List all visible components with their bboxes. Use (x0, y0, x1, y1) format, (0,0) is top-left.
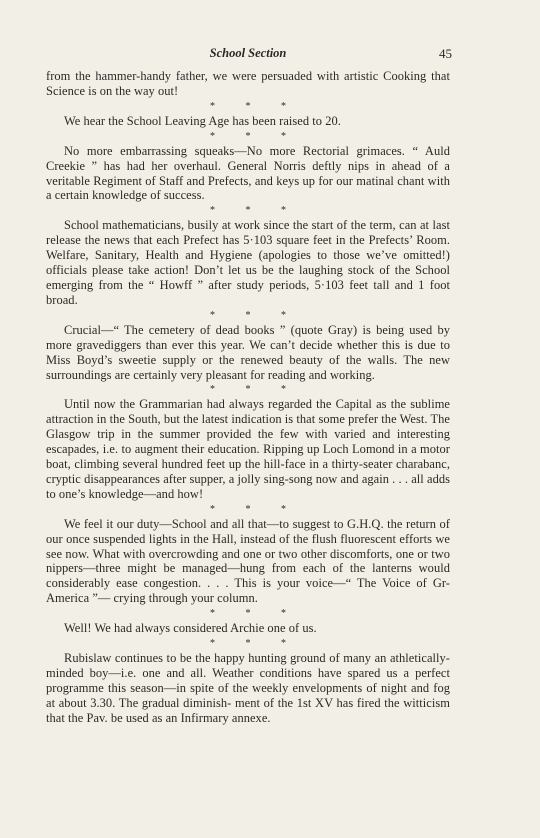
section-separator: * * * (210, 205, 300, 217)
section-separator: * * * (210, 638, 300, 650)
paragraph: Crucial—“ The cemetery of dead books ” (quote Gray) is being used by more gravediggers than ever this year. We can’t decide whether this is due to Miss Boyd’s sweetie supply or the renewed beauty of the walls. The new surroundings are certainly very pleasant for reading and working. (46, 322, 450, 382)
running-title: School Section (209, 46, 287, 60)
section-separator: * * * (210, 503, 300, 515)
section-separator: * * * (210, 309, 300, 321)
section-separator: * * * (210, 130, 300, 142)
paragraph: Until now the Grammarian had always regarded the Capital as the sublime attraction in the South, but the latest indication is that some prefer the West. The Glasgow trip in the summer provided the few with varied and interesting escapades, i.e. to augment their education. Ripping up Loch Lomond in a motor boat, climbing several hundred feet up the hill-face in a thirty-seater charabanc, cryptic disappearances after supper, a jolly sing-song now and again . . . all adds to one’s knowledge—and how! (46, 397, 450, 501)
paragraph: We feel it our duty—School and all that—to suggest to G.H.Q. the return of our once suspended lights in the Hall, instead of the flush fluorescent efforts we see now. What with overcrowding and one or two other discomforts, one or two nippers—three might be managed—hung from each of the lanterns would considerably ease congestion. . . . This is your voice—“ The Voice of Gr-America ”— crying through your column. (46, 516, 450, 606)
section-separator: * * * (210, 384, 300, 396)
section-separator: * * * (210, 608, 300, 620)
paragraph: School mathematicians, busily at work since the start of the term, can at last release the news that each Prefect has 5·103 square feet in the Prefects’ Room. Welfare, Sanitary, Health and Hygiene (apologies to those we’ve omitted!) officials please take action! Don’t let us be the laughing stock of the School emerging from the “ Howff ” after study periods, 5·103 feet tall and 1 foot broad. (46, 218, 450, 307)
page-header (46, 40, 450, 62)
section-separator: * * * (210, 100, 300, 112)
document-page (46, 40, 450, 726)
page-number: 45 (439, 46, 452, 61)
paragraph: No more embarrassing squeaks—No more Rectorial grimaces. “ Auld Creekie ” has had her overhaul. General Norris deftly nips in ahead of a veritable Regiment of Staff and Prefects, and keys up for our matinal chant with a certain knowledge of success. (46, 143, 450, 203)
article-body (46, 69, 450, 726)
paragraph: from the hammer-handy father, we were persuaded with artistic Cooking that Science is on the way out! (46, 69, 450, 98)
paragraph: Well! We had always considered Archie one of us. (64, 621, 317, 636)
paragraph: Rubislaw continues to be the happy hunting ground of many an athletically-minded boy—i.e. one and all. Weather conditions have spared us a perfect programme this season—in spite of the weekly envelopments of night and fog at about 3.30. The gradual diminish- ment of the 1st XV has fired the witticism that the Pav. be used as an Infirmary annexe. (46, 651, 450, 725)
paragraph: We hear the School Leaving Age has been raised to 20. (64, 113, 341, 128)
